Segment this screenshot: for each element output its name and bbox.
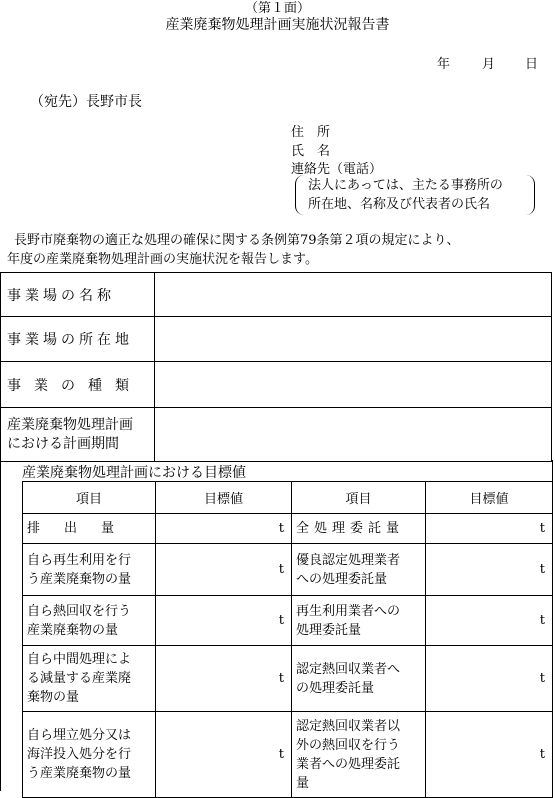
form-part-label: （第１面）	[244, 1, 310, 16]
right-target-cell[interactable]: t	[426, 514, 553, 544]
column-header-item: 項目	[292, 482, 426, 514]
left-item-label: 自ら中間処理によ る減量する産業廃 棄物の量	[23, 646, 156, 712]
left-target-cell[interactable]: t	[156, 646, 292, 712]
left-target-cell[interactable]: t	[156, 514, 292, 544]
right-item-label: 優良認定処理業者 への処理委託量	[292, 544, 426, 596]
intro-line: 年度の産業廃棄物処理計画の実施状況を報告します。	[7, 252, 318, 267]
targets-section-title: 産業廃棄物処理計画における目標値	[22, 465, 246, 481]
column-header-target: 目標値	[426, 482, 553, 514]
targets-table	[22, 481, 553, 798]
page-title: 産業廃棄物処理計画実施状況報告書	[165, 17, 390, 33]
right-item-label: 全処理委託量	[292, 514, 426, 544]
corporation-note-line: 法人にあっては、主たる事務所の	[308, 178, 503, 193]
left-item-label: 自ら熱回収を行う 産業廃棄物の量	[23, 596, 156, 646]
plan-period-label-line: 産業廃棄物処理計画	[7, 416, 133, 433]
table-row	[1, 273, 552, 317]
table-row	[23, 514, 553, 544]
table-row	[23, 646, 553, 712]
left-item-label: 自ら再生利用を行 う産業廃棄物の量	[23, 544, 156, 596]
table-row	[1, 408, 552, 462]
left-target-cell[interactable]: t	[156, 712, 292, 798]
plan-period-field[interactable]	[155, 408, 552, 462]
column-header-target: 目標値	[156, 482, 292, 514]
right-item-label: 認定熱回収業者へ の処理委託量	[292, 646, 426, 712]
addressee: （宛先）長野市長	[30, 94, 142, 110]
intro-line: 長野市廃棄物の適正な処理の確保に関する条例第79条第２項の規定により、	[14, 233, 460, 248]
sender-name-label: 氏 名	[291, 144, 331, 159]
date-day-label: 日	[525, 57, 539, 72]
sender-contact-label: 連絡先（電話）	[291, 162, 383, 177]
intro-paragraph	[7, 231, 552, 269]
business-info-table	[0, 272, 552, 462]
table-row	[23, 596, 553, 646]
left-target-cell[interactable]: t	[156, 544, 292, 596]
business-type-label: 事業の種類	[1, 362, 155, 408]
table-row	[1, 317, 552, 362]
right-target-cell[interactable]: t	[426, 544, 553, 596]
date-month-label: 月	[482, 57, 496, 72]
right-item-label: 再生利用業者への 処理委託量	[292, 596, 426, 646]
column-header-item: 項目	[23, 482, 156, 514]
right-target-cell[interactable]: t	[426, 596, 553, 646]
plan-period-label-line: における計画期間	[7, 435, 119, 452]
table-header-row	[23, 482, 553, 514]
plan-period-label	[1, 408, 155, 462]
corporation-note-line: 所在地、名称及び代表者の氏名	[308, 197, 491, 212]
right-item-label: 認定熱回収業者以 外の熱回収を行う 業者への処理委託 量	[292, 712, 426, 798]
left-item-label: 自ら埋立処分又は 海洋投入処分を行 う産業廃棄物の量	[23, 712, 156, 798]
left-target-cell[interactable]: t	[156, 596, 292, 646]
business-address-field[interactable]	[155, 317, 552, 362]
table-row	[23, 712, 553, 798]
corporation-note	[295, 175, 535, 215]
table-row	[1, 362, 552, 408]
outer-border-left	[0, 460, 1, 791]
business-name-label: 事業場の名称	[1, 273, 155, 317]
table-row	[23, 544, 553, 596]
right-target-cell[interactable]: t	[426, 712, 553, 798]
business-address-label: 事業場の所在地	[1, 317, 155, 362]
business-type-field[interactable]	[155, 362, 552, 408]
sender-address-label: 住 所	[291, 125, 331, 140]
business-name-field[interactable]	[155, 273, 552, 317]
left-item-label: 排出量	[23, 514, 156, 544]
date-year-label: 年	[437, 57, 451, 72]
right-target-cell[interactable]: t	[426, 646, 553, 712]
